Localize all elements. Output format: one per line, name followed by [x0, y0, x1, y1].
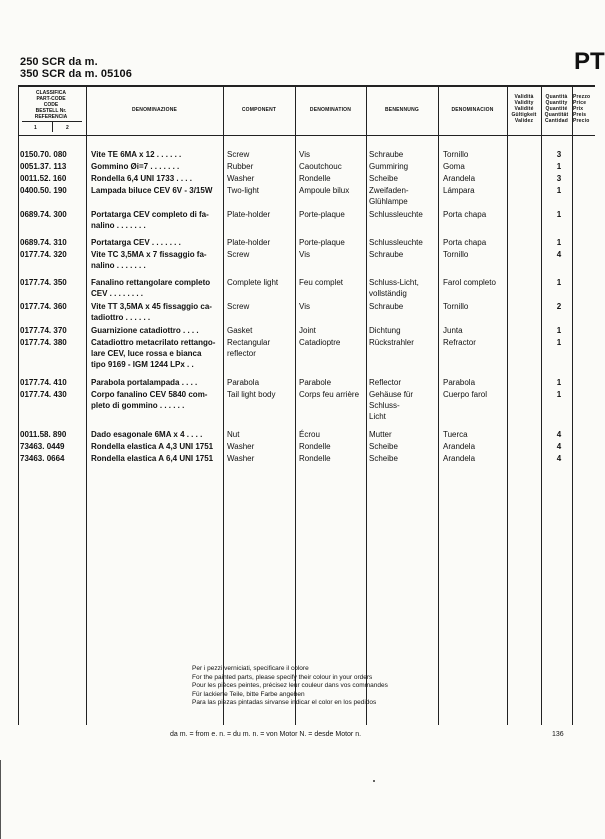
cell-benennung: Schraube: [369, 250, 404, 259]
column-divider: [223, 85, 224, 725]
cell-denominazione: Vite TE 6MA x 12 . . . . . .: [91, 150, 182, 159]
scan-speck: [373, 780, 375, 782]
page-corner-label: PT: [574, 48, 605, 75]
cell-denominazione: Fanalino rettangolare completo: [91, 278, 211, 287]
cell-denominacion: Tornillo: [443, 250, 469, 259]
cell-component: Tail light body: [227, 390, 276, 399]
cell-denominacion: Cuerpo farol: [443, 390, 488, 399]
cell-benennung: Gehäuse für: [369, 390, 414, 399]
cell-quantity: 2: [556, 302, 562, 311]
column-divider: [295, 85, 296, 725]
cell-denominazione: tadiottro . . . . . .: [91, 313, 151, 322]
cell-denominacion: Tornillo: [443, 150, 469, 159]
quantita-header: Quantità Quantity Quantité Quantität Cantidad: [544, 94, 569, 124]
column-divider: [366, 85, 367, 725]
cell-component: Washer: [227, 454, 255, 463]
cell-component: Rectangular: [227, 338, 271, 347]
cell-part-code: 0177.74. 320: [20, 250, 67, 259]
painted-parts-notes: [192, 665, 388, 708]
cell-denominazione: Rondella elastica A 4,3 UNI 1751: [91, 442, 214, 451]
cell-part-code: 0011.52. 160: [20, 174, 67, 183]
cell-denominacion: Farol completo: [443, 278, 496, 287]
cell-denomination: Joint: [299, 326, 316, 335]
cell-benennung: Schluss-: [369, 401, 400, 410]
cell-denominazione: lare CEV, luce rossa e bianca: [91, 349, 202, 358]
note-line: Für lackierte Teile, bitte Farbe angeben: [192, 690, 305, 698]
cell-quantity: 1: [556, 210, 562, 219]
cell-quantity: 1: [556, 278, 562, 287]
cell-denominazione: Rondella 6,4 UNI 1733 . . . .: [91, 174, 192, 183]
cell-benennung: Scheibe: [369, 442, 398, 451]
cell-denomination: Vis: [299, 150, 310, 159]
cell-denominazione: Lampada biluce CEV 6V - 3/15W: [91, 186, 213, 195]
cell-denomination: Vis: [299, 302, 310, 311]
cell-component: Screw: [227, 150, 250, 159]
cell-denomination: Écrou: [299, 430, 320, 439]
cell-component: Rubber: [227, 162, 254, 171]
note-line: Para las piezas pintadas sirvanse indicar el color en los pedidos: [192, 699, 377, 706]
denominazione-header: DENOMINAZIONE: [131, 107, 178, 113]
column-divider: [572, 85, 573, 725]
scan-edge: [0, 760, 1, 839]
cell-denominazione: Gommino Øi=7 . . . . . . .: [91, 162, 180, 171]
cell-denominacion: Refractor: [443, 338, 476, 347]
cell-denomination: Ampoule bilux: [299, 186, 350, 195]
cell-denominacion: Tornillo: [443, 302, 469, 311]
cell-benennung: Schlussleuchte: [369, 210, 423, 219]
cell-benennung: Dichtung: [369, 326, 401, 335]
cell-component: Plate-holder: [227, 210, 271, 219]
cell-benennung: Scheibe: [369, 454, 398, 463]
cell-denomination: Catadioptre: [299, 338, 341, 347]
cell-denominacion: Porta chapa: [443, 210, 487, 219]
cell-denominazione: Guarnizione catadiottro . . . .: [91, 326, 199, 335]
cell-quantity: 1: [556, 378, 562, 387]
cell-denominacion: Arandela: [443, 442, 476, 451]
cell-denominazione: Rondella elastica A 6,4 UNI 1751: [91, 454, 214, 463]
cell-component: Washer: [227, 442, 255, 451]
cell-denomination: Rondelle: [299, 442, 331, 451]
cell-benennung: Mutter: [369, 430, 392, 439]
cell-denomination: Rondelle: [299, 174, 331, 183]
note-line: Pour les pièces peintes, précisez leur couleur dans vos commandes: [192, 682, 388, 689]
denomination-header: DENOMINATION: [309, 107, 352, 113]
cell-component: Screw: [227, 250, 250, 259]
cell-denominazione: Portatarga CEV . . . . . . .: [91, 238, 181, 247]
cell-benennung: Zweifaden-: [369, 186, 409, 195]
cell-part-code: 0177.74. 380: [20, 338, 67, 347]
cell-quantity: 4: [556, 430, 562, 439]
cell-denominacion: Porta chapa: [443, 238, 487, 247]
cell-quantity: 1: [556, 186, 562, 195]
cell-part-code: 0400.50. 190: [20, 186, 67, 195]
cell-denominazione: Parabola portalampada . . . .: [91, 378, 198, 387]
classifica-sub-divider: [52, 122, 53, 132]
cell-quantity: 1: [556, 238, 562, 247]
column-divider: [438, 85, 439, 725]
cell-denominazione: nalino . . . . . . .: [91, 261, 146, 270]
cell-quantity: 1: [556, 162, 562, 171]
cell-component: Complete light: [227, 278, 279, 287]
cell-denomination: Feu complet: [299, 278, 344, 287]
cell-denomination: Porte-plaque: [299, 238, 345, 247]
cell-denominazione: Vite TC 3,5MA x 7 fissaggio fa-: [91, 250, 207, 259]
cell-denominazione: CEV . . . . . . . .: [91, 289, 144, 298]
cell-benennung: Glühlampe: [369, 197, 408, 206]
cell-part-code: 0689.74. 300: [20, 210, 67, 219]
cell-part-code: 73463. 0449: [20, 442, 65, 451]
cell-denominacion: Tuerca: [443, 430, 468, 439]
cell-denomination: Caoutchouc: [299, 162, 342, 171]
classifica-sub-2: 2: [66, 125, 69, 131]
cell-part-code: 0051.37. 113: [20, 162, 67, 171]
column-divider: [86, 85, 87, 725]
cell-quantity: 1: [556, 338, 562, 347]
cell-denominacion: Parabola: [443, 378, 476, 387]
footer-legend: da m. = from e. n. = du m. n. = von Motor N. = desde Motor n.: [170, 731, 362, 738]
cell-benennung: Licht: [369, 412, 386, 421]
cell-denominacion: Arandela: [443, 174, 476, 183]
cell-denominacion: Junta: [443, 326, 463, 335]
cell-component: Screw: [227, 302, 250, 311]
page-number: 136: [552, 731, 564, 738]
cell-benennung: vollständig: [369, 289, 407, 298]
cell-denominacion: Goma: [443, 162, 465, 171]
cell-denominazione: Dado esagonale 6MA x 4 . . . .: [91, 430, 203, 439]
cell-part-code: 0689.74. 310: [20, 238, 67, 247]
validita-header: Validità Validity Validité Gültigkeit Validez: [511, 94, 537, 124]
cell-component: Nut: [227, 430, 240, 439]
cell-denominazione: Vite TT 3,5MA x 45 fissaggio ca-: [91, 302, 212, 311]
cell-part-code: 0177.74. 360: [20, 302, 67, 311]
cell-component: Plate-holder: [227, 238, 271, 247]
cell-benennung: Reflector: [369, 378, 402, 387]
cell-denomination: Vis: [299, 250, 310, 259]
cell-benennung: Rückstrahler: [369, 338, 414, 347]
table-header-rule: [18, 135, 595, 136]
cell-denomination: Corps feu arrière: [299, 390, 360, 399]
column-divider: [541, 85, 542, 725]
denominacion-header: DENOMINACION: [451, 107, 494, 113]
note-line: For the painted parts, please specify their colour in your orders: [192, 673, 373, 681]
table-left-border: [18, 85, 19, 725]
cell-benennung: Scheibe: [369, 174, 398, 183]
cell-quantity: 3: [556, 174, 562, 183]
cell-component: Gasket: [227, 326, 253, 335]
column-divider: [507, 85, 508, 725]
cell-benennung: Schraube: [369, 150, 404, 159]
classifica-sub-1: 1: [34, 125, 37, 131]
cell-quantity: 3: [556, 150, 562, 159]
cell-benennung: Gummiring: [369, 162, 409, 171]
cell-component: Washer: [227, 174, 255, 183]
cell-part-code: 0011.58. 890: [20, 430, 67, 439]
cell-denominazione: nalino . . . . . . .: [91, 221, 146, 230]
cell-quantity: 4: [556, 454, 562, 463]
cell-denomination: Parabole: [299, 378, 332, 387]
cell-quantity: 4: [556, 250, 562, 259]
cell-denomination: Porte-plaque: [299, 210, 345, 219]
cell-denominazione: tipo 9169 - IGM 1244 LPx . .: [91, 360, 194, 369]
cell-denominazione: Portatarga CEV completo di fa-: [91, 210, 209, 219]
cell-denominazione: pleto di gommino . . . . . .: [91, 401, 185, 410]
cell-denominacion: Arandela: [443, 454, 476, 463]
cell-quantity: 1: [556, 326, 562, 335]
cell-component: reflector: [227, 349, 256, 358]
cell-denominacion: Lámpara: [443, 186, 475, 195]
benennung-header: BENENNUNG: [384, 107, 420, 113]
cell-component: Two-light: [227, 186, 260, 195]
cell-part-code: 0177.74. 370: [20, 326, 67, 335]
cell-part-code: 73463. 0664: [20, 454, 65, 463]
cell-benennung: Schlussleuchte: [369, 238, 423, 247]
table-top-rule: [18, 85, 595, 87]
cell-quantity: 1: [556, 390, 562, 399]
cell-denomination: Rondelle: [299, 454, 331, 463]
cell-quantity: 4: [556, 442, 562, 451]
prezzo-header: Prezzo Price Prix Preis Precio: [573, 94, 591, 124]
cell-denominazione: Catadiottro metacrilato rettango-: [91, 338, 216, 347]
cell-benennung: Schluss-Licht,: [369, 278, 419, 287]
note-line: Per i pezzi verniciati, specificare il colore: [192, 665, 309, 672]
model-line-1: 250 SCR da m.: [20, 56, 98, 68]
cell-part-code: 0177.74. 410: [20, 378, 67, 387]
cell-part-code: 0177.74. 350: [20, 278, 67, 287]
classifica-header: CLASSIFICA PART-CODE CODE BESTELL Nr. REFERENCIA: [34, 90, 68, 120]
model-line-2: 350 SCR da m. 05106: [20, 68, 132, 80]
cell-part-code: 0150.70. 080: [20, 150, 67, 159]
component-header: COMPONENT: [241, 107, 277, 113]
cell-denominazione: Corpo fanalino CEV 5840 com-: [91, 390, 208, 399]
cell-part-code: 0177.74. 430: [20, 390, 67, 399]
cell-benennung: Schraube: [369, 302, 404, 311]
cell-component: Parabola: [227, 378, 260, 387]
